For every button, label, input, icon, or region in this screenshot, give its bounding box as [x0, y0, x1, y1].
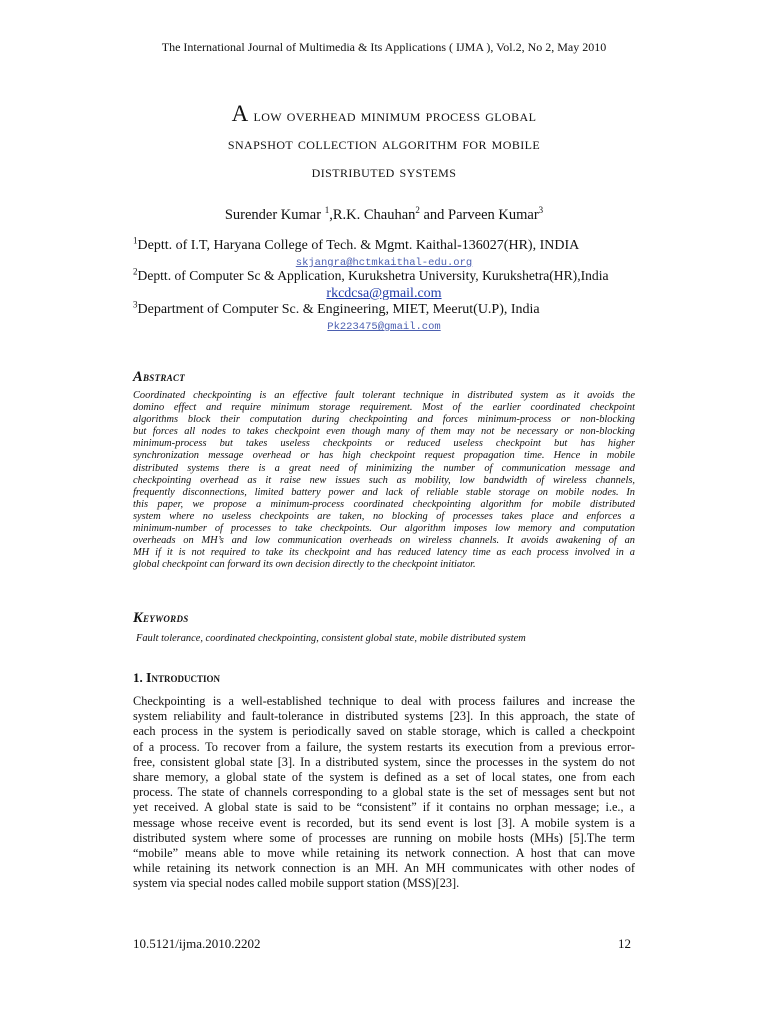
abstract-body — [133, 390, 635, 571]
abstract-line: frequently disconnections, limited battery power and lack of reliable stable storage on mobile nodes. In — [133, 486, 635, 498]
running-head: The International Journal of Multimedia & Its Applications ( IJMA ), Vol.2, No 2, May 2010 — [161, 40, 607, 54]
abstract-line: synchronization message overhead or has high checkpoint request propagation time. Hence in mobile — [133, 450, 635, 462]
footer-doi: 10.5121/ijma.2010.2202 — [133, 936, 261, 951]
abstract-line: but forces all nodes to takes checkpoint even though many of them may not be necessary or non-blocking — [133, 426, 635, 438]
introduction-line: yet received. A global state is said to be “consistent” if it contains no orphan message; i.e., a — [133, 800, 635, 815]
introduction-number: 1. — [133, 670, 146, 685]
introduction-line: while retaining its network connection is an MH. An MH communicates with other nodes of — [133, 861, 635, 876]
affiliation-2-sup: 2 — [133, 266, 138, 277]
introduction-line: free, consistent global state [3]. In a distributed system, since the processes in the system do not — [133, 754, 635, 769]
affiliation-3 — [133, 299, 540, 318]
introduction-line: Checkpointing is a well-established technique to deal with process failures and increase the — [133, 694, 635, 708]
introduction-line: process. The state of channels corresponding to a global state is the set of messages sent but not — [133, 785, 635, 800]
introduction-line: distributed system where some of processes are running on mobile hosts (MHs) [5].The term — [133, 830, 635, 845]
abstract-line: algorithms block their computation during checkpointing and forces minimum-process or non-blocking — [133, 414, 635, 426]
author-3-sup: 3 — [538, 205, 544, 216]
paper-title — [110, 100, 658, 185]
abstract-line: global checkpoint can forward its own decision directly to the checkpoint initiator. — [133, 559, 476, 571]
affiliation-1-text: Deptt. of I.T, Haryana College of Tech. & Mgmt. Kaithal-136027(HR), INDIA — [137, 238, 580, 253]
author-2: ,R.K. Chauhan — [329, 207, 416, 223]
author-2-sup: 2 — [415, 205, 420, 216]
author-1-sup: 1 — [324, 205, 330, 216]
affiliation-2-text: Deptt. of Computer Sc & Application, Kurukshetra University, Kurukshetra(HR),India — [137, 268, 609, 283]
title-initial: A — [231, 101, 249, 126]
keywords-heading-initial: K — [133, 610, 143, 626]
abstract-heading-initial: A — [133, 369, 143, 385]
affiliation-3-text: Department of Computer Sc. & Engineering, MIET, Meerut(U.P), India — [137, 302, 540, 317]
affiliation-1-sup: 1 — [133, 235, 138, 246]
introduction-heading — [133, 670, 220, 687]
affiliation-1-email-link[interactable]: skjangra@hctmkaithal-edu.org — [295, 257, 473, 269]
affiliation-2-email-link[interactable]: rkcdcsa@gmail.com — [326, 286, 442, 301]
abstract-line: domino effect and require minimum storage requirement. Most of the earlier coordinated checkpoint — [133, 402, 635, 414]
abstract-heading — [133, 369, 185, 386]
abstract-line: distributed systems there is a great need of minimizing the number of communication message and — [133, 462, 635, 474]
keywords-heading — [133, 610, 189, 627]
title-line-2: snapshot collection algorithm for mobile — [227, 133, 541, 153]
title-line-1-rest: low overhead minimum process global — [248, 105, 537, 125]
abstract-line: minimum-process but takes useless checkpoints or reduced useless checkpoint but has higher — [133, 438, 635, 450]
introduction-line: system via special nodes called mobile support station (MSS)[23]. — [133, 876, 460, 891]
introduction-line: system reliability and fault-tolerance in distributed systems [23]. In this approach, the state of — [133, 709, 635, 724]
title-line-3: distributed systems — [311, 161, 457, 181]
introduction-line: of a process. To recover from a failure, the system restarts its execution from a previous error- — [133, 739, 635, 754]
title-line-1 — [110, 100, 658, 129]
affiliation-3-sup: 3 — [133, 299, 138, 310]
introduction-line: each process in the system is periodically saved on stable storage, which is called a checkpoint — [133, 724, 635, 739]
abstract-heading-rest: bstract — [142, 369, 186, 384]
abstract-line: minimum-number of processes to take checkpoints. Our algorithm imposes low memory and computation — [133, 523, 635, 535]
author-1: Surender Kumar — [224, 207, 322, 223]
affiliation-1 — [133, 235, 580, 254]
introduction-heading-rest: ntroduction — [151, 670, 220, 685]
keywords-heading-rest: eywords — [142, 610, 189, 625]
introduction-line: share memory, a global state of the system is defined as a set of local states, one from each — [133, 769, 635, 784]
keywords-text: Fault tolerance, coordinated checkpointing, consistent global state, mobile distributed system — [136, 633, 526, 644]
abstract-line: MH if it is not required to take its checkpoint and has reduced latency time as each process involved in a — [133, 547, 635, 559]
abstract-line: checkpointing overhead as it raise new issues such as mobility, low bandwidth of wireless channels, — [133, 474, 635, 486]
affiliation-2 — [133, 268, 609, 284]
abstract-line: overheads on MH’s and low communication overheads on wireless channels. It avoids awakening of an — [133, 535, 635, 547]
author-3: and Parveen Kumar — [419, 207, 539, 223]
introduction-body — [133, 694, 635, 891]
abstract-line: system where no useless checkpoints are taken, no blocking of processes takes place and enforces a — [133, 510, 635, 522]
abstract-line: this paper, we propose a minimum-process coordinated checkpointing algorithm for mobile distributed — [133, 498, 635, 510]
page-number: 12 — [618, 936, 631, 951]
introduction-heading-initial: I — [146, 671, 152, 686]
affiliation-3-email-link[interactable]: Pk223475@gmail.com — [327, 321, 441, 333]
introduction-line: message whose receive event is recorded, but its send event is lost [3]. A mobile system is a — [133, 815, 635, 830]
abstract-line: Coordinated checkpointing is an effective fault tolerant technique in distributed system as it avoids the — [133, 390, 635, 401]
introduction-line: “mobile” means able to move while retaining its network connection. A host that can move — [133, 845, 635, 860]
author-list — [0, 207, 768, 224]
